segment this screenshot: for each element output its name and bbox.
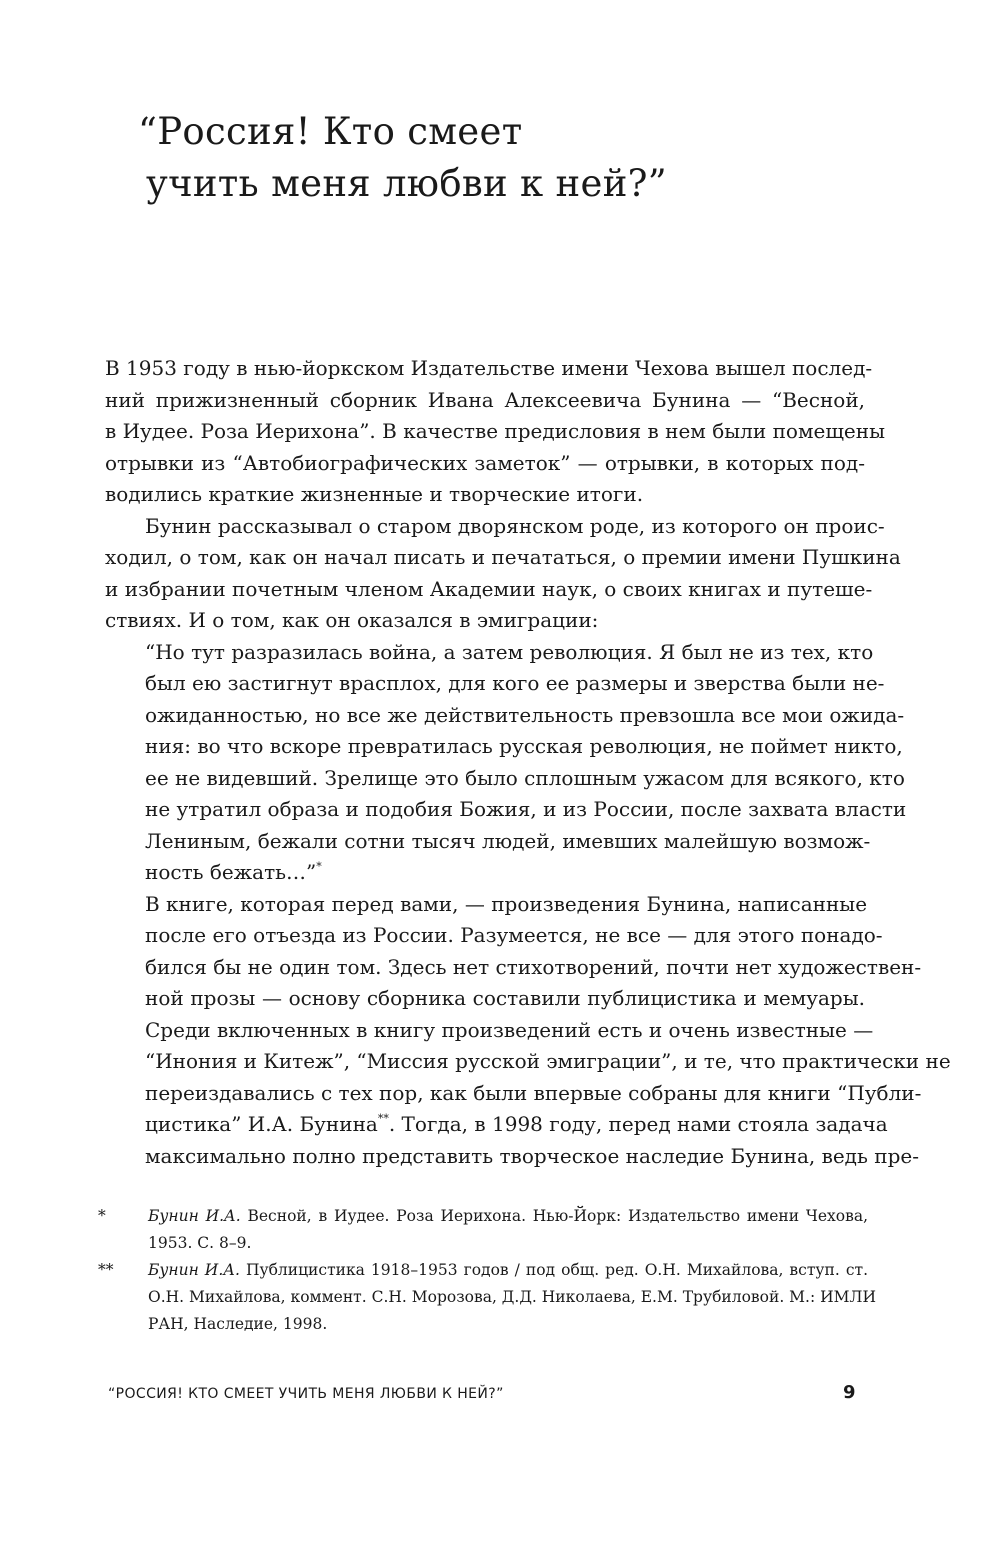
- text-line: и избрании почетным членом Академии наук, о своих книгах и путеше-: [105, 576, 873, 601]
- text-line: ходил, о том, как он начал писать и печататься, о премии имени Пушкина: [105, 545, 901, 569]
- text-line-with-note: [105, 1109, 888, 1141]
- footnote-ref-1[interactable]: *: [316, 860, 322, 873]
- quote-line: был ею застигнут врасплох, для кого ее размеры и зверства были не-: [145, 671, 885, 695]
- text-line: ствиях. И о том, как он оказался в эмиграции:: [105, 608, 599, 632]
- footnote-mark: *: [98, 1207, 106, 1225]
- footnote-ref-2[interactable]: **: [377, 1112, 389, 1125]
- text-line: переиздавались с тех пор, как были впервые собраны для книги “Публи-: [145, 1080, 922, 1105]
- quote-line-last: [105, 857, 865, 889]
- running-head: “РОССИЯ! КТО СМЕЕТ УЧИТЬ МЕНЯ ЛЮБВИ К НЕЙ?”: [108, 1386, 504, 1402]
- quote-line: “Но тут разразилась война, а затем революция. Я был не из тех, кто: [145, 639, 874, 664]
- footnote-mark: **: [98, 1261, 114, 1279]
- text-line: в Иудее. Роза Иерихона”. В качестве предисловия в нем были помещены: [105, 419, 886, 443]
- footnote-line: [148, 1257, 868, 1284]
- body-text: [105, 353, 951, 1172]
- text-line: В книге, которая перед вами, — произведения Бунина, написанные: [145, 891, 868, 916]
- footnote-author: Бунин И.А.: [148, 1261, 240, 1279]
- quote-line: не утратил образа и подобия Божия, и из России, после захвата власти: [145, 797, 907, 821]
- text-line: Среди включенных в книгу произведений есть и очень известные —: [145, 1017, 874, 1042]
- footnote-text: Публицистика 1918–1953 годов / под общ. ред. О.Н. Михайлова, вступ. ст.: [239, 1261, 868, 1279]
- text-line: “Инония и Китеж”, “Миссия русской эмиграции”, и те, что практически не: [145, 1049, 951, 1073]
- quote-end-text: ность бежать…”: [145, 860, 317, 884]
- footnotes: [98, 1203, 876, 1338]
- text-line: водились краткие жизненные и творческие итоги.: [105, 482, 644, 506]
- footnote-2: [98, 1257, 876, 1338]
- quote-line: Лениным, бежали сотни тысяч людей, имевших малейшую возмож-: [145, 828, 871, 853]
- chapter-title-line-2: учить меня любви к ней?”: [146, 162, 668, 205]
- footnote-line: [148, 1203, 868, 1230]
- footnote-text: Весной, в Иудее. Роза Иерихона. Нью-Йорк: Издательство имени Чехова,: [240, 1207, 868, 1225]
- text-line: отрывки из “Автобиографических заметок” — отрывки, в которых под-: [105, 450, 865, 475]
- text-line: Бунин рассказывал о старом дворянском роде, из которого он проис-: [145, 513, 885, 538]
- text-line: максимально полно представить творческое наследие Бунина, ведь пре-: [145, 1143, 919, 1168]
- quote-line: ожиданностью, но все же действительность превзошла все мои ожида-: [145, 702, 905, 727]
- quote-line: ее не видевший. Зрелище это было сплошным ужасом для всякого, кто: [145, 765, 905, 790]
- quote-line: ния: во что вскоре превратилась русская революция, не поймет никто,: [145, 734, 903, 758]
- chapter-title-line-1: “Россия! Кто смеет: [138, 110, 523, 153]
- text-line: В 1953 году в нью-йоркском Издательстве имени Чехова вышел послед-: [105, 356, 873, 380]
- text-line: ний прижизненный сборник Ивана Алексеевича Бунина — “Весной,: [105, 387, 865, 412]
- footnote-line: 1953. С. 8–9.: [148, 1234, 252, 1252]
- page-number: 9: [843, 1382, 856, 1403]
- footnote-line: О.Н. Михайлова, коммент. С.Н. Морозова, Д.Д. Николаева, Е.М. Трубиловой. М.: ИМЛИ: [148, 1288, 876, 1306]
- text-fragment: . Тогда, в 1998 году, перед нами стояла задача: [388, 1112, 888, 1136]
- footnote-1: [98, 1203, 868, 1257]
- footnote-author: Бунин И.А.: [148, 1207, 241, 1225]
- footnote-line: РАН, Наследие, 1998.: [148, 1315, 328, 1333]
- text-line: после его отъезда из России. Разумеется, не все — для этого понадо-: [145, 923, 883, 947]
- text-line: ной прозы — основу сборника составили публицистика и мемуары.: [145, 986, 865, 1010]
- text-line: бился бы не один том. Здесь нет стихотворений, почти нет художествен-: [145, 954, 922, 979]
- chapter-title: [138, 106, 698, 210]
- text-fragment: цистика” И.А. Бунина: [145, 1112, 378, 1136]
